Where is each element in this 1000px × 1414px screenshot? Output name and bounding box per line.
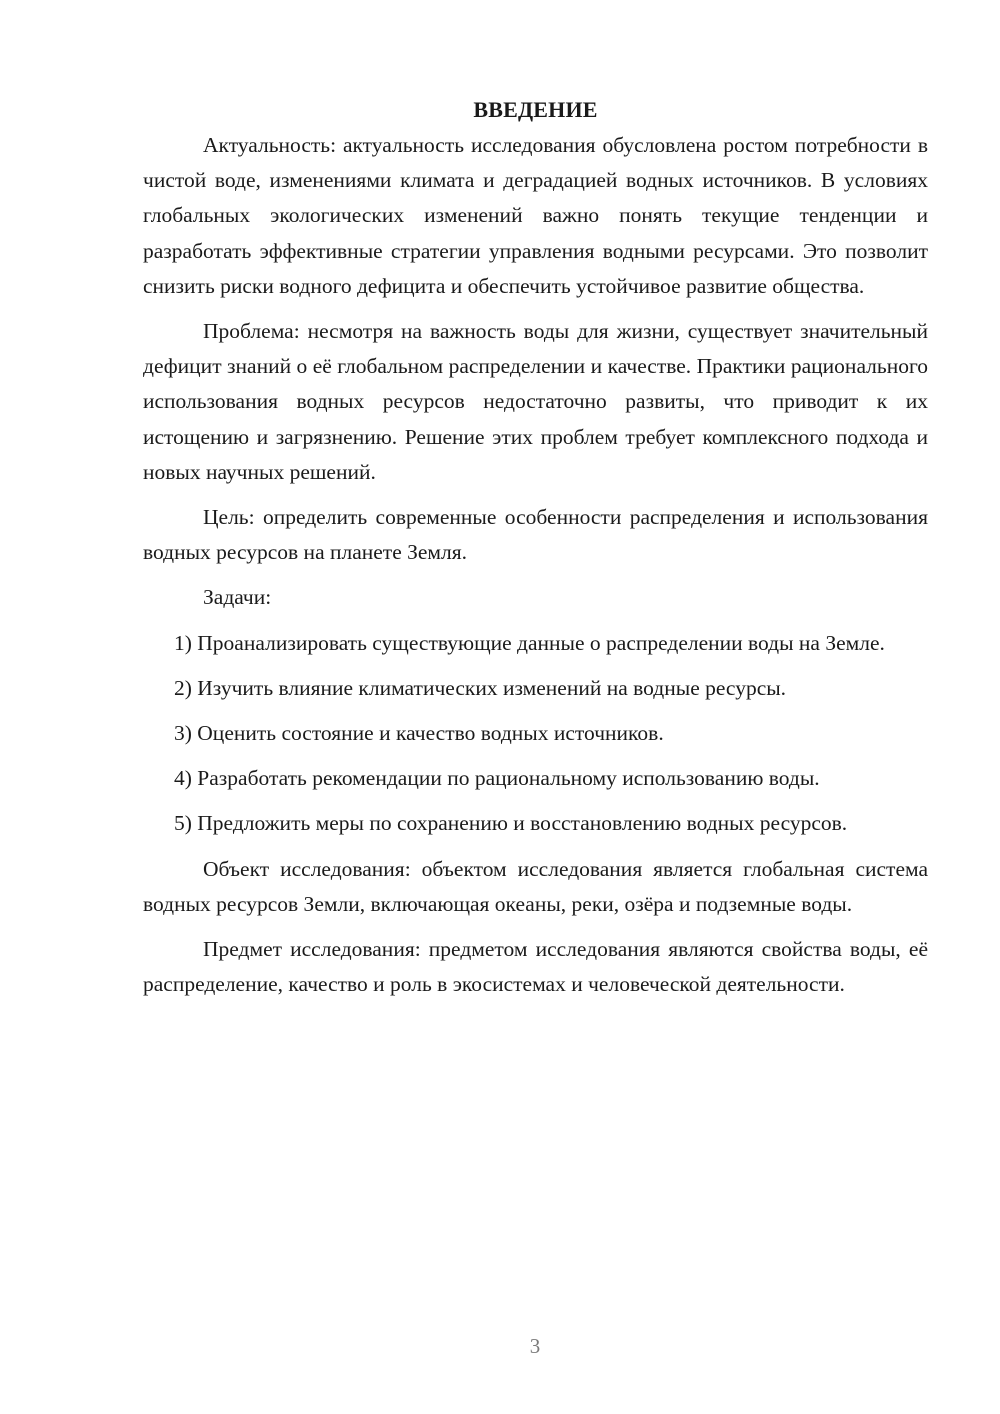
task-item-3: 3) Оценить состояние и качество водных источников. xyxy=(174,721,664,746)
page-number: 3 xyxy=(529,1334,541,1358)
section-title: ВВЕДЕНИЕ xyxy=(473,97,598,122)
document-page xyxy=(143,92,928,1002)
task-item-4: 4) Разработать рекомендации по рациональному использованию воды. xyxy=(174,766,820,791)
paragraph-object: Объект исследования: объектом исследования является глобальная система водных ресурсов Земли, включающая океаны, реки, озёра и подземные воды. xyxy=(143,856,928,916)
task-item-1: 1) Проанализировать существующие данные о распределении воды на Земле. xyxy=(174,630,885,655)
paragraph-relevance: Актуальность: актуальность исследования обусловлена ростом потребности в чистой воде, изменениями климата и деградацией водных источников. В условиях глобальных экологических изменений важно понять текущие тенденции и разработать эффективные стратегии управления водными ресурсами. Это позволит снизить риски водного дефицита и обеспечить устойчивое развитие общества. xyxy=(143,133,928,298)
task-item-2: 2) Изучить влияние климатических изменений на водные ресурсы. xyxy=(174,675,787,700)
paragraph-problem: Проблема: несмотря на важность воды для жизни, существует значительный дефицит знаний о её глобальном распределении и качестве. Практики рационального использования водных ресурсов недостаточно развиты, что приводит к их истощению и загрязнению. Решение этих проблем требует комплексного подхода и новых научных решений. xyxy=(143,319,928,484)
paragraph-goal: Цель: определить современные особенности распределения и использования водных ресурсов на планете Земля. xyxy=(143,505,928,565)
task-item-5: 5) Предложить меры по сохранению и восстановлению водных ресурсов. xyxy=(174,811,848,836)
paragraph-tasks-heading: Задачи: xyxy=(203,585,272,610)
paragraph-subject: Предмет исследования: предметом исследования являются свойства воды, её распределение, качество и роль в экосистемах и человеческой деятельности. xyxy=(143,937,928,997)
